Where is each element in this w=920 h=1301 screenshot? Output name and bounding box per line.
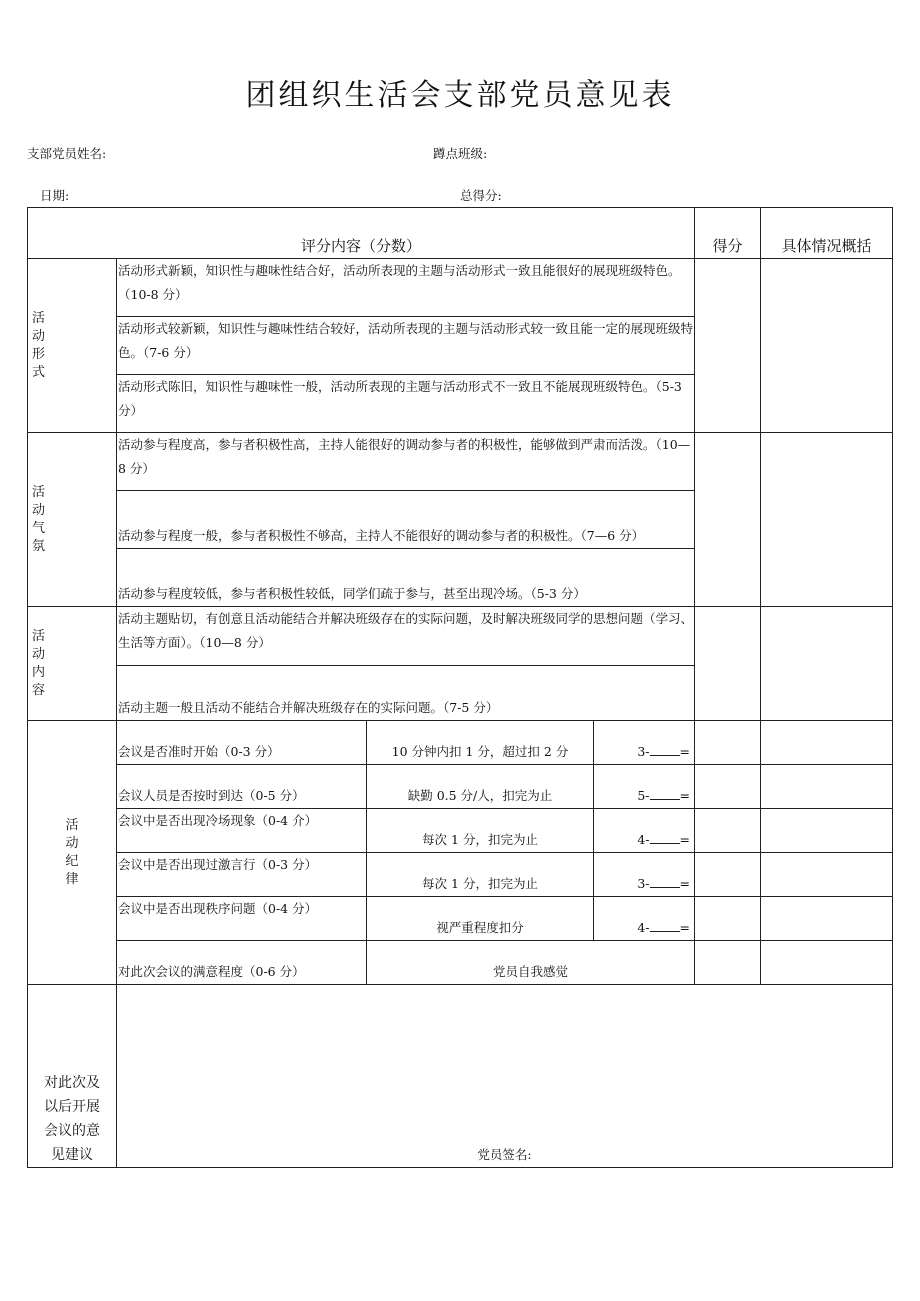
score-cell[interactable] xyxy=(695,941,761,985)
suggestion-area[interactable] xyxy=(117,985,893,1168)
table-row xyxy=(28,985,893,1168)
table-row xyxy=(28,853,893,897)
details-cell[interactable] xyxy=(761,809,893,853)
member-name-label: 支部党员姓名: xyxy=(27,146,107,161)
discipline-calc: 4- = xyxy=(594,809,695,853)
table-row xyxy=(28,433,893,491)
category-activity-discipline: 活动纪律 xyxy=(28,721,117,985)
score-cell[interactable] xyxy=(695,433,761,607)
score-cell[interactable] xyxy=(695,897,761,941)
criterion-text: 活动主题一般且活动不能结合并解决班级存在的实际问题。（7-5 分） xyxy=(117,666,695,721)
class-point-label: 蹲点班级: xyxy=(433,146,488,161)
category-activity-atmosphere: 活动气氛 xyxy=(28,433,117,607)
discipline-item: 会议中是否出现冷场现象（0-4 介） xyxy=(117,809,367,853)
table-row xyxy=(28,941,893,985)
signature-label: 党员签名: xyxy=(477,1147,532,1162)
score-blank[interactable] xyxy=(650,785,680,800)
satisfaction-rule: 党员自我感觉 xyxy=(367,941,695,985)
discipline-item: 会议人员是否按时到达（0-5 分） xyxy=(117,765,367,809)
score-cell[interactable] xyxy=(695,607,761,721)
score-cell[interactable] xyxy=(695,809,761,853)
category-activity-form: 活动形式 xyxy=(28,259,117,433)
content-header: 评分内容（分数） xyxy=(28,208,695,259)
details-cell[interactable] xyxy=(761,433,893,607)
table-row xyxy=(28,607,893,666)
criterion-text: 活动形式较新颖，知识性与趣味性结合较好，活动所表现的主题与活动形式较一致且能一定的展现班级特色。（7-6 分） xyxy=(117,317,695,375)
table-row xyxy=(28,809,893,853)
suggestion-label: 对此次及以后开展会议的意见建议 xyxy=(28,985,117,1168)
table-row xyxy=(28,897,893,941)
details-cell[interactable] xyxy=(761,941,893,985)
criterion-text: 活动参与程度一般，参与者积极性不够高，主持人不能很好的调动参与者的积极性。（7—6 分） xyxy=(117,491,695,549)
score-header: 得分 xyxy=(695,208,761,259)
details-header: 具体情况概括 xyxy=(761,208,893,259)
category-activity-content: 活动内容 xyxy=(28,607,117,721)
table-row xyxy=(28,765,893,809)
score-cell[interactable] xyxy=(695,259,761,433)
details-cell[interactable] xyxy=(761,721,893,765)
criterion-text: 活动参与程度高，参与者积极性高，主持人能很好的调动参与者的积极性，能够做到严肃而活泼。（10—8 分） xyxy=(117,433,695,491)
criterion-text: 活动主题贴切，有创意且活动能结合并解决班级存在的实际问题，及时解决班级同学的思想问题（学习、生活等方面）。（10—8 分） xyxy=(117,607,695,666)
discipline-item: 会议中是否出现过激言行（0-3 分） xyxy=(117,853,367,897)
score-cell[interactable] xyxy=(695,721,761,765)
discipline-rule: 10 分钟内扣 1 分，超过扣 2 分 xyxy=(367,721,594,765)
score-cell[interactable] xyxy=(695,853,761,897)
evaluation-table xyxy=(27,207,893,1168)
discipline-calc: 4- = xyxy=(594,897,695,941)
total-score-label: 总得分: xyxy=(460,188,502,203)
discipline-rule: 每次 1 分，扣完为止 xyxy=(367,853,594,897)
page-title: 团组织生活会支部党员意见表 xyxy=(245,78,675,113)
details-cell[interactable] xyxy=(761,897,893,941)
discipline-rule: 每次 1 分，扣完为止 xyxy=(367,809,594,853)
discipline-calc: 5- = xyxy=(594,765,695,809)
discipline-calc: 3- = xyxy=(594,721,695,765)
score-blank[interactable] xyxy=(650,829,680,844)
criterion-text: 活动形式新颖，知识性与趣味性结合好，活动所表现的主题与活动形式一致且能很好的展现班级特色。（10-8 分） xyxy=(117,259,695,317)
discipline-rule: 缺勤 0.5 分/人，扣完为止 xyxy=(367,765,594,809)
score-cell[interactable] xyxy=(695,765,761,809)
criterion-text: 活动参与程度较低，参与者积极性较低，同学们疏于参与，甚至出现冷场。（5-3 分） xyxy=(117,549,695,607)
satisfaction-item: 对此次会议的满意程度（0-6 分） xyxy=(117,941,367,985)
details-cell[interactable] xyxy=(761,853,893,897)
details-cell[interactable] xyxy=(761,259,893,433)
score-blank[interactable] xyxy=(650,917,680,932)
criterion-text: 活动形式陈旧，知识性与趣味性一般，活动所表现的主题与活动形式不一致且不能展现班级特色。（5-3 分） xyxy=(117,375,695,433)
details-cell[interactable] xyxy=(761,607,893,721)
table-row xyxy=(28,259,893,317)
table-row xyxy=(28,721,893,765)
details-cell[interactable] xyxy=(761,765,893,809)
table-header-row xyxy=(28,208,893,259)
score-blank[interactable] xyxy=(650,741,680,756)
discipline-rule: 视严重程度扣分 xyxy=(367,897,594,941)
discipline-item: 会议中是否出现秩序问题（0-4 分） xyxy=(117,897,367,941)
date-label: 日期: xyxy=(40,188,70,203)
discipline-item: 会议是否准时开始（0-3 分） xyxy=(117,721,367,765)
discipline-calc: 3- = xyxy=(594,853,695,897)
score-blank[interactable] xyxy=(650,873,680,888)
